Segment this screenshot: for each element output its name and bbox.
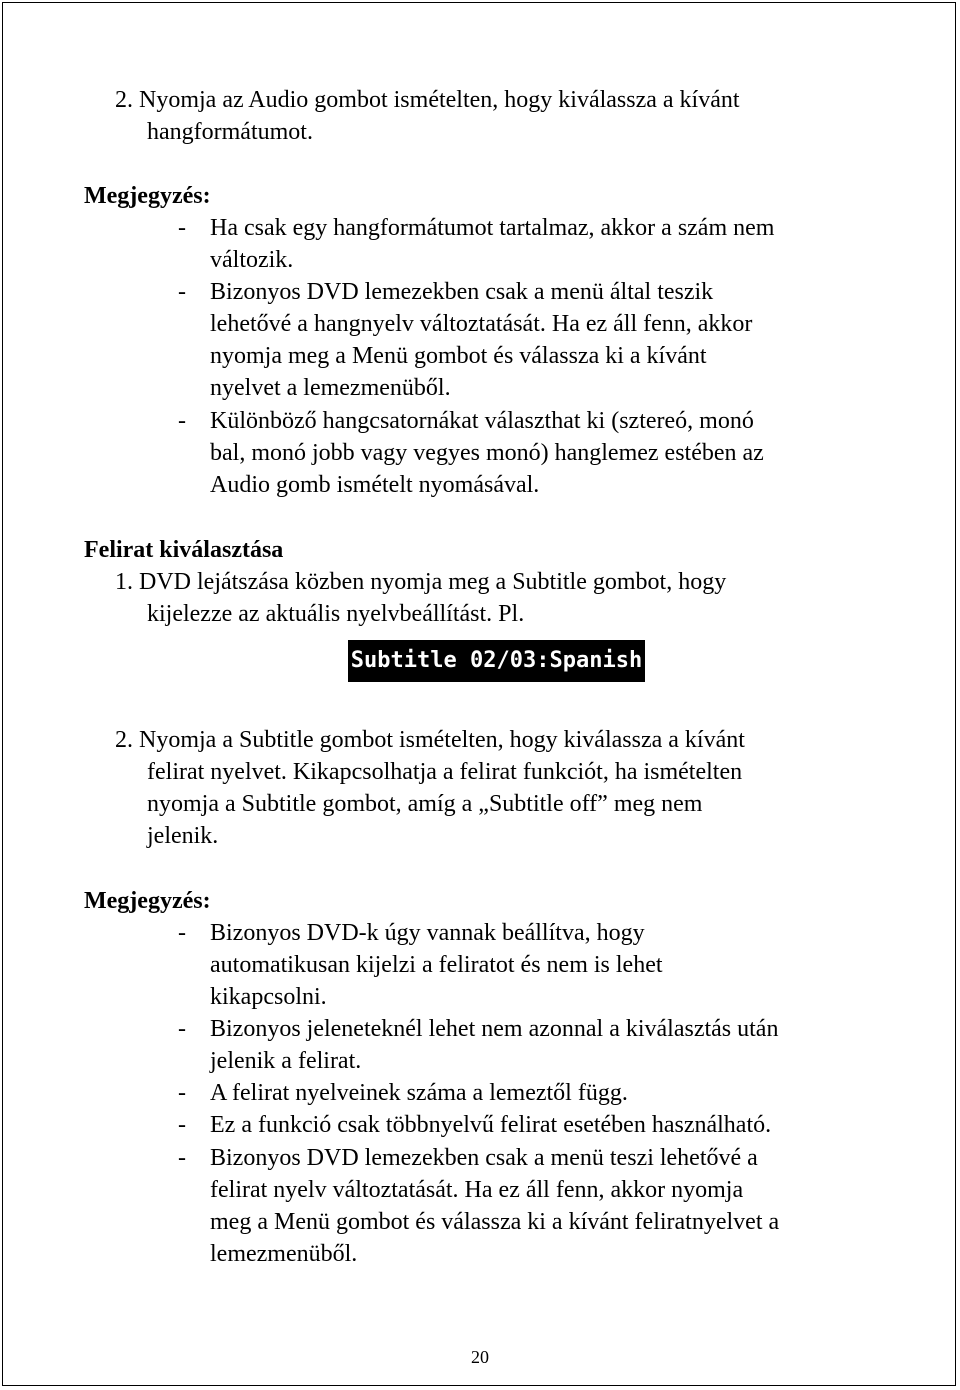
note2-heading: Megjegyzés:	[84, 888, 211, 914]
note1-heading: Megjegyzés:	[84, 183, 211, 209]
note2-item1-line3: kikapcsolni.	[210, 984, 327, 1010]
subtitle-osd-display: Subtitle 02/03:Spanish	[348, 640, 645, 682]
note2-item2-dash: -	[178, 1016, 186, 1042]
note2-item1-line2: automatikusan kijelzi a feliratot és nem is lehet	[210, 952, 663, 978]
note2-item4-line1: Ez a funkció csak többnyelvű felirat esetében használható.	[210, 1112, 772, 1138]
note1-item2-line3: nyomja meg a Menü gombot és válassza ki a kívánt	[210, 343, 707, 369]
page-number: 20	[471, 1347, 489, 1367]
note2-item5-line1: Bizonyos DVD lemezekben csak a menü teszi lehetővé a	[210, 1145, 758, 1171]
note2-item3-dash: -	[178, 1080, 186, 1106]
subtitle-step2-line4: jelenik.	[147, 823, 219, 849]
note1-item2-line1: Bizonyos DVD lemezekben csak a menü által teszik	[210, 279, 714, 305]
note1-item1-line2: változik.	[210, 247, 294, 273]
note1-item3-line1: Különböző hangcsatornákat választhat ki (sztereó, monó	[210, 408, 754, 434]
subtitle-step2-line1: 2. Nyomja a Subtitle gombot ismételten, hogy kiválassza a kívánt	[115, 727, 745, 753]
note2-item1-line1: Bizonyos DVD-k úgy vannak beállítva, hogy	[210, 920, 645, 946]
note2-item5-line4: lemezmenüből.	[210, 1241, 358, 1267]
note2-item2-line2: jelenik a felirat.	[210, 1048, 362, 1074]
subtitle-step2-line2: felirat nyelvet. Kikapcsolhatja a felirat funkciót, ha ismételten	[147, 759, 743, 785]
note2-item5-line2: felirat nyelv változtatását. Ha ez áll fenn, akkor nyomja	[210, 1177, 744, 1203]
subtitle-step1-line2: kijelezze az aktuális nyelvbeállítást. Pl.	[147, 601, 525, 627]
note1-item3-dash: -	[178, 408, 186, 434]
subtitle-step1-line1: 1. DVD lejátszása közben nyomja meg a Subtitle gombot, hogy	[115, 569, 727, 595]
note2-item5-dash: -	[178, 1145, 186, 1171]
note2-item2-line1: Bizonyos jeleneteknél lehet nem azonnal a kiválasztás után	[210, 1016, 779, 1042]
audio-step2-line1: 2. Nyomja az Audio gombot ismételten, hogy kiválassza a kívánt	[115, 87, 740, 113]
note1-item3-line2: bal, monó jobb vagy vegyes monó) hanglemez estében az	[210, 440, 764, 466]
note1-item2-line2: lehetővé a hangnyelv változtatását. Ha ez áll fenn, akkor	[210, 311, 753, 337]
note2-item5-line3: meg a Menü gombot és válassza ki a kívánt feliratnyelvet a	[210, 1209, 780, 1235]
subtitle-step2-line3: nyomja a Subtitle gombot, amíg a „Subtitle off” meg nem	[147, 791, 703, 817]
note2-item1-dash: -	[178, 920, 186, 946]
note1-item1-line1: Ha csak egy hangformátumot tartalmaz, akkor a szám nem	[210, 215, 775, 241]
subtitle-heading: Felirat kiválasztása	[84, 537, 284, 563]
note1-item2-dash: -	[178, 279, 186, 305]
note2-item3-line1: A felirat nyelveinek száma a lemeztől függ.	[210, 1080, 628, 1106]
note1-item1-dash: -	[178, 215, 186, 241]
note1-item3-line3: Audio gomb ismételt nyomásával.	[210, 472, 540, 498]
audio-step2-line2: hangformátumot.	[147, 119, 313, 145]
note1-item2-line4: nyelvet a lemezmenüből.	[210, 375, 451, 401]
note2-item4-dash: -	[178, 1112, 186, 1138]
